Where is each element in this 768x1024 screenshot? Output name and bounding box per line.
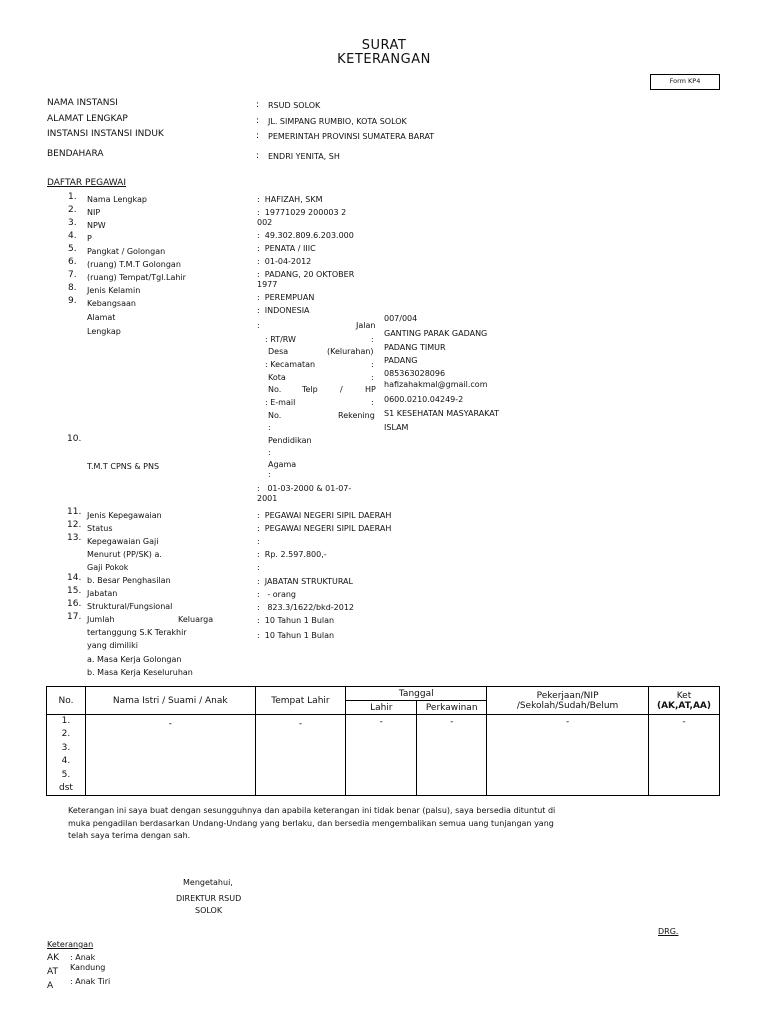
value-text: HAFIZAH, SKM xyxy=(264,195,323,204)
value-ttl-2: 1977 xyxy=(257,280,278,289)
rek-no-label: No. xyxy=(268,411,282,420)
value-text: PEGAWAI NEGERI SIPIL DAERAH xyxy=(264,511,392,520)
value-bangsa: : INDONESIA xyxy=(257,306,310,315)
item-number: 3. xyxy=(68,218,77,228)
colon: : xyxy=(256,151,260,161)
legend-code-at: AT xyxy=(47,967,58,977)
keterangan-title: Keterangan xyxy=(47,940,94,949)
value-text: - orang xyxy=(264,590,296,599)
label-alamat: Alamat xyxy=(87,313,116,322)
row-number: dst xyxy=(58,782,73,793)
value-nama: : HAFIZAH, SKM xyxy=(257,195,323,204)
label-alamat-2: Lengkap xyxy=(87,327,121,336)
label-dimiliki: yang dimiliki xyxy=(87,641,138,650)
value-masa-2: : 10 Tahun 1 Bulan xyxy=(257,631,335,640)
colon: : xyxy=(268,448,271,457)
instansi-value: RSUD SOLOK xyxy=(268,101,321,110)
item-number: 1. xyxy=(68,192,77,202)
colon: : xyxy=(257,563,260,572)
colon: : xyxy=(257,321,260,330)
hp-label: HP xyxy=(365,385,376,394)
kecamatan-label: : Kecamatan xyxy=(265,360,316,369)
pendidikan-label: Pendidikan xyxy=(268,436,312,445)
label-pangkat: Pangkat / Golongan xyxy=(87,247,166,256)
value-text: PEREMPUAN xyxy=(264,293,315,302)
row-number: 5. xyxy=(61,769,71,780)
value-sk: : 823.3/1622/bkd-2012 xyxy=(257,603,355,612)
item-number: 14. xyxy=(67,573,82,583)
title-line2: KETERANGAN xyxy=(337,52,431,67)
statement-line: telah saya terima dengan sah. xyxy=(68,831,191,840)
header-pekerjaan-line2: /Sekolah/Sudah/Belum xyxy=(516,700,619,711)
form-code-box: Form KP4 xyxy=(650,74,720,90)
direktur-label-2: SOLOK xyxy=(195,906,223,915)
item-number: 4. xyxy=(68,231,77,241)
colon: : xyxy=(256,116,260,126)
family-table xyxy=(46,686,720,796)
colon: : xyxy=(371,398,374,407)
value-nip-2: 002 xyxy=(257,218,273,227)
row-number: 1. xyxy=(61,716,71,726)
statement-line: muka pengadilan berdasarkan Undang-Undang yang berlaku, dan bersedia mengembalikan semua uang tunjangan yang xyxy=(68,819,554,828)
cell-tgl-perkawinan: - xyxy=(417,715,487,796)
colon: : xyxy=(257,537,260,546)
value-gaji: : Rp. 2.597.800,- xyxy=(257,550,327,559)
item-number: 7. xyxy=(68,270,77,280)
label-masa-golongan: a. Masa Kerja Golongan xyxy=(87,655,182,664)
instansi-label: NAMA INSTANSI xyxy=(47,98,118,108)
desa-label: Desa xyxy=(268,347,289,356)
item-number: 15. xyxy=(67,586,82,596)
header-pekerjaan xyxy=(487,687,649,715)
label-tertanggung: tertanggung S.K Terakhir xyxy=(87,628,187,637)
rtrw-label: : RT/RW xyxy=(265,335,296,344)
header-ket xyxy=(648,687,719,715)
value-text: 01-03-2000 & 01-07- xyxy=(267,484,352,493)
header-ket-line1: Ket xyxy=(676,690,692,701)
cell-pekerjaan: - xyxy=(487,715,649,796)
label-tmt-cpns: T.M.T CPNS & PNS xyxy=(87,462,160,471)
rekening-value: 0600.0210.04249-2 xyxy=(384,395,464,404)
value-jabatan: : JABATAN STRUKTURAL xyxy=(257,577,353,586)
colon: : xyxy=(256,131,260,141)
label-jabatan: Jabatan xyxy=(87,589,118,598)
item-number: 16. xyxy=(67,599,82,609)
label-kebangsaan: Kebangsaan xyxy=(87,299,136,308)
slash: / xyxy=(340,385,343,394)
value-text: 10 Tahun 1 Bulan xyxy=(264,616,335,625)
value-jenis: : PEGAWAI NEGERI SIPIL DAERAH xyxy=(257,511,392,520)
value-orang: : - orang xyxy=(257,590,296,599)
value-text: PENATA / IIIC xyxy=(264,244,316,253)
value-masa-1: : 10 Tahun 1 Bulan xyxy=(257,616,335,625)
item-number: 5. xyxy=(68,244,77,254)
header-pekerjaan-line1: Pekerjaan/NIP xyxy=(536,690,599,701)
label-gaji-pokok: Gaji Pokok xyxy=(87,563,129,572)
rtrw-value: 007/004 xyxy=(384,314,418,323)
cell-ket: - xyxy=(648,715,719,796)
label-gaji-2: Menurut (PP/SK) a. xyxy=(87,550,162,559)
item-number: 13. xyxy=(67,533,82,543)
label-jumlah: Jumlah xyxy=(87,615,115,624)
colon: : xyxy=(268,470,271,479)
value-jk: : PEREMPUAN xyxy=(257,293,315,302)
value-text: PADANG, 20 OKTOBER xyxy=(264,270,355,279)
legend-desc-ak-2: Kandung xyxy=(70,963,106,972)
value-text: 823.3/1622/bkd-2012 xyxy=(264,603,355,612)
kota-value: PADANG xyxy=(384,356,418,365)
value-tmt-cpns-2: 2001 xyxy=(257,494,278,503)
telp-no-label: No. xyxy=(268,385,282,394)
statement-line: Keterangan ini saya buat dengan sesungguhnya dan apabila keterangan ini tidak benar (palsu), saya bersedia dituntut di xyxy=(68,806,556,815)
table-row xyxy=(47,715,720,796)
email-label: : E-mail xyxy=(265,398,296,407)
kota-label: Kota xyxy=(268,373,286,382)
item-number: 8. xyxy=(68,283,77,293)
value-tmt-cpns: : 01-03-2000 & 01-07- xyxy=(257,484,352,493)
label-gaji-1: Kepegawaian Gaji xyxy=(87,537,159,546)
value-npwp: : 49.302.809.6.203.000 xyxy=(257,231,354,240)
label-npwp-2: P xyxy=(87,234,92,243)
header-lahir: Lahir xyxy=(346,701,417,715)
email-value: hafizahakmal@gmail.com xyxy=(384,380,488,389)
agama-label: Agama xyxy=(268,460,297,469)
legend-desc-at: : Anak Tiri xyxy=(70,977,111,986)
value-text: 49.302.809.6.203.000 xyxy=(264,231,354,240)
induk-label: INSTANSI INSTANSI INDUK xyxy=(47,129,164,139)
header-perkawinan: Perkawinan xyxy=(417,701,487,715)
header-no: No. xyxy=(47,687,86,715)
row-number: 2. xyxy=(61,729,71,740)
cell-tgl-lahir: - xyxy=(346,715,417,796)
item-number: 12. xyxy=(67,520,82,530)
legend-code-at-2: A xyxy=(47,981,54,991)
value-text: INDONESIA xyxy=(264,306,310,315)
row-number: 3. xyxy=(61,742,71,753)
legend-code-ak: AK xyxy=(47,953,60,963)
label-besar-penghasilan: b. Besar Penghasilan xyxy=(87,576,171,585)
alamat-value: JL. SIMPANG RUMBIO, KOTA SOLOK xyxy=(268,117,407,126)
label-tmt-gol: (ruang) T.M.T Golongan xyxy=(87,260,181,269)
jalan-label: Jalan xyxy=(356,321,376,330)
item-number: 17. xyxy=(67,612,82,622)
label-nip: NIP xyxy=(87,208,101,217)
colon: : xyxy=(268,423,271,432)
rekening-label: Rekening xyxy=(338,411,375,420)
item-number: 6. xyxy=(68,257,77,267)
value-text: PEGAWAI NEGERI SIPIL DAERAH xyxy=(264,524,392,533)
value-pangkat: : PENATA / IIIC xyxy=(257,244,316,253)
label-ttl: (ruang) Tempat/Tgl.Lahir xyxy=(87,273,186,282)
item-number: 2. xyxy=(68,205,77,215)
cell-nama: - xyxy=(85,715,255,796)
label-struktural: Struktural/Fungsional xyxy=(87,602,173,611)
label-status: Status xyxy=(87,524,113,533)
value-text: 10 Tahun 1 Bulan xyxy=(264,631,335,640)
desa-value: GANTING PARAK GADANG xyxy=(384,329,488,338)
value-nip: : 19771029 200003 2 xyxy=(257,208,347,217)
label-jenis-kepegawaian: Jenis Kepegawaian xyxy=(87,511,162,520)
pendidikan-value: S1 KESEHATAN MASYARAKAT xyxy=(384,409,500,418)
label-nama: Nama Lengkap xyxy=(87,195,147,204)
value-ttl: : PADANG, 20 OKTOBER xyxy=(257,270,355,279)
table-header-row xyxy=(47,687,720,701)
title-line1: SURAT xyxy=(361,38,407,53)
row-numbers-cell xyxy=(47,715,86,796)
bendahara-label: BENDAHARA xyxy=(47,149,104,159)
value-text: 01-04-2012 xyxy=(264,257,312,266)
signatory-name: DRG. xyxy=(658,927,679,936)
item-number: 10. xyxy=(67,434,82,444)
value-text: JABATAN STRUKTURAL xyxy=(264,577,353,586)
telp-label: Telp xyxy=(302,385,318,394)
mengetahui-label: Mengetahui, xyxy=(183,878,233,887)
item-number: 9. xyxy=(68,296,77,306)
agama-value: ISLAM xyxy=(384,423,409,432)
kecamatan-value: PADANG TIMUR xyxy=(384,343,446,352)
label-masa-keseluruhan: b. Masa Kerja Keseluruhan xyxy=(87,668,193,677)
colon: : xyxy=(256,100,260,110)
value-status: : PEGAWAI NEGERI SIPIL DAERAH xyxy=(257,524,392,533)
telp-value: 085363028096 xyxy=(384,369,446,378)
kelurahan-label: (Kelurahan) xyxy=(327,347,374,356)
daftar-pegawai-title: DAFTAR PEGAWAI xyxy=(47,178,126,188)
value-tmt-gol: : 01-04-2012 xyxy=(257,257,312,266)
colon: : xyxy=(371,360,374,369)
value-text: 19771029 200003 2 xyxy=(264,208,347,217)
header-tempat-lahir: Tempat Lahir xyxy=(255,687,346,715)
item-number: 11. xyxy=(67,507,82,517)
header-nama: Nama Istri / Suami / Anak xyxy=(85,687,255,715)
colon: : xyxy=(371,373,374,382)
label-npwp: NPW xyxy=(87,221,106,230)
value-text: Rp. 2.597.800,- xyxy=(264,550,327,559)
alamat-label: ALAMAT LENGKAP xyxy=(47,114,128,124)
label-keluarga: Keluarga xyxy=(178,615,214,624)
colon: : xyxy=(371,335,374,344)
label-jenis-kelamin: Jenis Kelamin xyxy=(87,286,141,295)
legend-desc-ak: : Anak xyxy=(70,953,96,962)
row-number: 4. xyxy=(61,756,71,767)
header-ket-line2: (AK,AT,AA) xyxy=(656,700,712,711)
bendahara-value: ENDRI YENITA, SH xyxy=(268,152,340,161)
header-tanggal: Tanggal xyxy=(346,687,487,701)
induk-value: PEMERINTAH PROVINSI SUMATERA BARAT xyxy=(268,132,435,141)
direktur-label: DIREKTUR RSUD xyxy=(176,894,242,903)
cell-tempat-lahir: - xyxy=(255,715,346,796)
